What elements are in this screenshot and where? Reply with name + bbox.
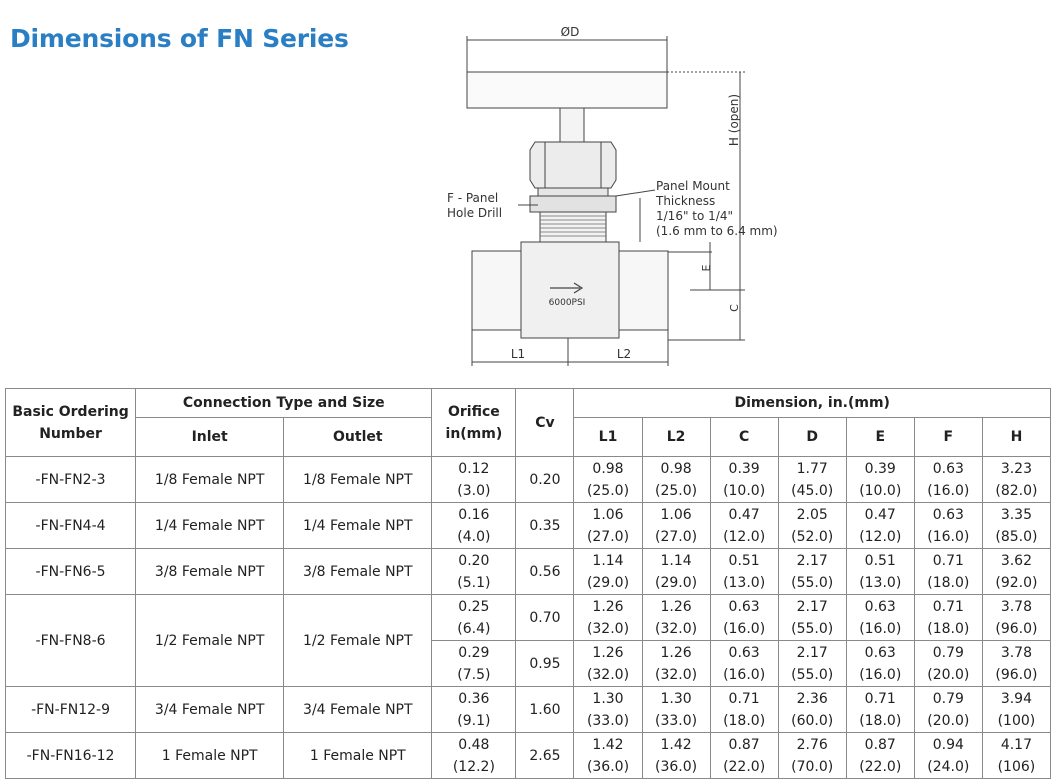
orifice-cell-mm: (9.1) [457, 712, 491, 729]
dim-c-cell-inch: 0.47 [728, 506, 760, 523]
dim-f-cell-inch: 0.79 [932, 690, 964, 707]
dim-d-cell [778, 503, 846, 549]
panel-drill-label-2: Hole Drill [447, 206, 503, 220]
dim-h-cell-mm: (82.0) [995, 482, 1038, 499]
outlet-cell: 1 Female NPT [284, 733, 432, 779]
dim-c-cell [710, 549, 778, 595]
dim-e-cell [846, 733, 914, 779]
outlet-cell: 1/2 Female NPT [284, 595, 432, 687]
inlet-cell: 3/8 Female NPT [136, 549, 284, 595]
dim-c-cell-mm: (22.0) [723, 758, 766, 775]
l2-label: L2 [616, 347, 632, 361]
dim-f-cell-mm: (16.0) [927, 528, 970, 545]
dim-h-cell-mm: (96.0) [995, 666, 1038, 683]
dim-f-cell-mm: (16.0) [927, 482, 970, 499]
orifice-cell-inch: 0.16 [458, 506, 490, 523]
dim-d-cell-mm: (55.0) [791, 666, 834, 683]
dim-e-cell-inch: 0.87 [864, 736, 896, 753]
dim-e-cell-mm: (22.0) [859, 758, 902, 775]
table-row [6, 595, 1051, 641]
dim-e-cell [846, 457, 914, 503]
ordering-number-cell: -FN-FN2-3 [6, 457, 136, 503]
dim-h-cell-inch: 3.23 [1000, 460, 1032, 477]
dim-l2-cell-mm: (25.0) [655, 482, 698, 499]
dim-h-cell-mm: (100) [997, 712, 1036, 729]
dim-e-cell-mm: (13.0) [859, 574, 902, 591]
orifice-cell-mm: (6.4) [457, 620, 491, 637]
dim-d-cell [778, 687, 846, 733]
dim-e-cell [846, 549, 914, 595]
header-basic-ordering-number: Basic Ordering Number [6, 389, 136, 457]
dim-c-cell-inch: 0.87 [728, 736, 760, 753]
dim-c-cell-mm: (13.0) [723, 574, 766, 591]
dim-c-cell-mm: (16.0) [723, 620, 766, 637]
dim-d-cell-inch: 2.36 [796, 690, 828, 707]
dim-l1-cell-inch: 1.30 [592, 690, 624, 707]
dim-l2-cell-inch: 1.14 [660, 552, 692, 569]
dim-e-cell [846, 503, 914, 549]
dim-f-cell-inch: 0.63 [932, 460, 964, 477]
cv-cell: 0.35 [516, 503, 574, 549]
dim-h-cell [982, 733, 1050, 779]
dim-h-cell-inch: 3.62 [1000, 552, 1032, 569]
header-dim-h: H [982, 418, 1050, 457]
dim-l2-cell-mm: (33.0) [655, 712, 698, 729]
dim-l1-cell-mm: (29.0) [586, 574, 630, 591]
orifice-cell [432, 457, 516, 503]
dim-e-cell-inch: 0.51 [864, 552, 896, 569]
orifice-cell-mm: (12.2) [452, 758, 495, 775]
dim-l2-cell [642, 503, 710, 549]
ordering-number-cell: -FN-FN4-4 [6, 503, 136, 549]
dim-l1-cell [574, 503, 642, 549]
dim-d-cell-inch: 2.17 [796, 598, 828, 615]
dim-d-cell-inch: 2.05 [796, 506, 828, 523]
dim-f-cell [914, 595, 982, 641]
dim-e-cell-mm: (12.0) [859, 528, 902, 545]
dim-c-cell-inch: 0.71 [728, 690, 760, 707]
dim-l2-cell [642, 687, 710, 733]
dim-e-cell-inch: 0.63 [864, 598, 896, 615]
dim-d-cell-inch: 2.17 [796, 552, 828, 569]
cv-cell: 0.95 [516, 641, 574, 687]
orifice-cell [432, 641, 516, 687]
dim-h-cell [982, 595, 1050, 641]
dim-f-cell-mm: (24.0) [927, 758, 970, 775]
dim-h-cell [982, 549, 1050, 595]
dim-d-cell-mm: (55.0) [791, 574, 834, 591]
cv-cell: 0.56 [516, 549, 574, 595]
dim-f-cell-inch: 0.71 [932, 598, 964, 615]
header-inlet: Inlet [136, 418, 284, 457]
dim-h-cell-mm: (106) [997, 758, 1036, 775]
dim-c-cell [710, 457, 778, 503]
dim-l1-cell-inch: 1.42 [592, 736, 624, 753]
inlet-cell: 1/8 Female NPT [136, 457, 284, 503]
dim-e-cell-inch: 0.39 [864, 460, 896, 477]
dim-f-cell-inch: 0.63 [932, 506, 964, 523]
orifice-cell-mm: (7.5) [457, 666, 491, 683]
dim-e-cell [846, 687, 914, 733]
outlet-cell: 1/4 Female NPT [284, 503, 432, 549]
dim-e-cell-mm: (10.0) [859, 482, 902, 499]
header-dimension: Dimension, in.(mm) [574, 389, 1051, 418]
outlet-cell: 1/8 Female NPT [284, 457, 432, 503]
dim-e-cell-mm: (16.0) [859, 666, 902, 683]
dim-c-cell-inch: 0.51 [728, 552, 760, 569]
dim-d-cell-mm: (45.0) [791, 482, 834, 499]
header-connection-type: Connection Type and Size [136, 389, 432, 418]
dim-c-cell-mm: (10.0) [723, 482, 766, 499]
dim-l1-cell [574, 641, 642, 687]
dim-l2-cell-inch: 0.98 [660, 460, 692, 477]
dim-l1-cell [574, 687, 642, 733]
dim-l1-cell-mm: (32.0) [586, 666, 630, 683]
orifice-cell-inch: 0.25 [458, 598, 490, 615]
dim-e-cell [846, 595, 914, 641]
dim-l2-cell-mm: (32.0) [655, 666, 698, 683]
e-label: E [700, 264, 713, 272]
inlet-cell: 1/2 Female NPT [136, 595, 284, 687]
panel-drill-label-1: F - Panel [447, 191, 499, 205]
dim-l2-cell-inch: 1.30 [660, 690, 692, 707]
ordering-number-cell: -FN-FN12-9 [6, 687, 136, 733]
h-open-label: H (open) [727, 93, 741, 147]
dim-h-cell [982, 503, 1050, 549]
panel-mount-label-3: 1/16" to 1/4" [656, 209, 733, 223]
dim-d-cell-mm: (60.0) [791, 712, 834, 729]
header-dim-f: F [914, 418, 982, 457]
inlet-cell: 1 Female NPT [136, 733, 284, 779]
dim-l2-cell [642, 641, 710, 687]
dim-l2-cell-mm: (32.0) [655, 620, 698, 637]
dim-e-cell-inch: 0.71 [864, 690, 896, 707]
panel-mount-label-4: (1.6 mm to 6.4 mm) [656, 224, 778, 238]
ordering-number-cell: -FN-FN8-6 [6, 595, 136, 687]
dim-c-cell-mm: (18.0) [723, 712, 766, 729]
dim-l1-cell-inch: 1.14 [592, 552, 624, 569]
dim-d-cell [778, 549, 846, 595]
dim-l2-cell [642, 549, 710, 595]
dim-c-cell-inch: 0.63 [728, 598, 760, 615]
orifice-cell [432, 595, 516, 641]
orifice-cell-mm: (5.1) [457, 574, 491, 591]
dim-l2-cell-inch: 1.26 [660, 598, 692, 615]
dim-h-cell-inch: 3.94 [1000, 690, 1032, 707]
header-dim-d: D [778, 418, 846, 457]
inlet-cell: 1/4 Female NPT [136, 503, 284, 549]
panel-mount-label-2: Thickness [656, 194, 716, 208]
header-dim-c: C [710, 418, 778, 457]
cv-cell: 0.20 [516, 457, 574, 503]
panel-mount-label-1: Panel Mount [656, 179, 730, 193]
l1-label: L1 [510, 347, 526, 361]
header-orifice: Orifice in(mm) [432, 389, 516, 457]
table-row [6, 733, 1051, 779]
dim-c-cell [710, 595, 778, 641]
dim-h-cell-inch: 3.78 [1000, 598, 1032, 615]
dim-f-cell-mm: (20.0) [927, 712, 970, 729]
orifice-cell-inch: 0.48 [458, 736, 490, 753]
dim-d-cell-mm: (52.0) [791, 528, 834, 545]
ordering-number-cell: -FN-FN6-5 [6, 549, 136, 595]
dim-h-cell-inch: 3.78 [1000, 644, 1032, 661]
orifice-cell [432, 503, 516, 549]
dim-l1-cell-mm: (25.0) [586, 482, 630, 499]
orifice-cell-mm: (3.0) [457, 482, 491, 499]
dim-f-cell [914, 549, 982, 595]
dim-e-cell-inch: 0.47 [864, 506, 896, 523]
dim-c-cell [710, 641, 778, 687]
dim-c-cell-inch: 0.39 [728, 460, 760, 477]
dim-f-cell [914, 457, 982, 503]
od-label: ØD [560, 25, 580, 39]
dimensions-table [5, 388, 1051, 779]
header-dim-l1: L1 [574, 418, 642, 457]
dim-l1-cell-inch: 1.26 [592, 644, 624, 661]
dim-h-cell-mm: (85.0) [995, 528, 1038, 545]
orifice-cell [432, 733, 516, 779]
dim-h-cell-mm: (96.0) [995, 620, 1038, 637]
dim-d-cell-mm: (70.0) [791, 758, 834, 775]
page-title: Dimensions of FN Series [10, 24, 349, 53]
dim-d-cell [778, 733, 846, 779]
dim-l2-cell-mm: (36.0) [655, 758, 698, 775]
table-row [6, 549, 1051, 595]
orifice-cell-inch: 0.12 [458, 460, 490, 477]
dim-l1-cell-mm: (33.0) [586, 712, 630, 729]
dim-l2-cell-mm: (27.0) [655, 528, 698, 545]
dim-f-cell-inch: 0.71 [932, 552, 964, 569]
orifice-cell [432, 687, 516, 733]
dim-l1-cell-inch: 1.26 [592, 598, 624, 615]
dim-h-cell [982, 641, 1050, 687]
orifice-cell-inch: 0.29 [458, 644, 490, 661]
dim-f-cell-inch: 0.94 [932, 736, 964, 753]
dim-d-cell-inch: 2.76 [796, 736, 828, 753]
header-cv: Cv [516, 389, 574, 457]
dim-l1-cell [574, 733, 642, 779]
dim-h-cell [982, 457, 1050, 503]
dim-f-cell-mm: (18.0) [927, 574, 970, 591]
outlet-cell: 3/8 Female NPT [284, 549, 432, 595]
dim-d-cell-mm: (55.0) [791, 620, 834, 637]
dim-l1-cell-inch: 1.06 [592, 506, 624, 523]
valve-dimension-drawing [420, 20, 820, 370]
table-row [6, 457, 1051, 503]
dim-f-cell [914, 503, 982, 549]
dim-d-cell [778, 595, 846, 641]
dim-c-cell [710, 503, 778, 549]
dim-l1-cell [574, 549, 642, 595]
orifice-cell-inch: 0.36 [458, 690, 490, 707]
dim-h-cell-mm: (92.0) [995, 574, 1038, 591]
dim-f-cell-mm: (20.0) [927, 666, 970, 683]
dim-h-cell [982, 687, 1050, 733]
dim-c-cell-mm: (16.0) [723, 666, 766, 683]
dim-e-cell [846, 641, 914, 687]
inlet-cell: 3/4 Female NPT [136, 687, 284, 733]
dim-c-cell [710, 733, 778, 779]
dim-l2-cell-inch: 1.42 [660, 736, 692, 753]
dim-f-cell [914, 641, 982, 687]
dim-l1-cell-mm: (32.0) [586, 620, 630, 637]
cv-cell: 0.70 [516, 595, 574, 641]
dim-c-cell-mm: (12.0) [723, 528, 766, 545]
dim-l2-cell-inch: 1.26 [660, 644, 692, 661]
dim-f-cell-mm: (18.0) [927, 620, 970, 637]
table-row [6, 503, 1051, 549]
dim-l2-cell-inch: 1.06 [660, 506, 692, 523]
dim-c-cell-inch: 0.63 [728, 644, 760, 661]
dim-l2-cell [642, 595, 710, 641]
cv-cell: 2.65 [516, 733, 574, 779]
table-row [6, 687, 1051, 733]
dim-l2-cell-mm: (29.0) [655, 574, 698, 591]
dim-d-cell [778, 641, 846, 687]
orifice-cell [432, 549, 516, 595]
dim-d-cell-inch: 2.17 [796, 644, 828, 661]
ordering-number-cell: -FN-FN16-12 [6, 733, 136, 779]
dim-f-cell [914, 733, 982, 779]
c-label: C [728, 304, 741, 312]
dim-e-cell-inch: 0.63 [864, 644, 896, 661]
dim-e-cell-mm: (16.0) [859, 620, 902, 637]
cv-cell: 1.60 [516, 687, 574, 733]
dim-f-cell [914, 687, 982, 733]
dim-f-cell-inch: 0.79 [932, 644, 964, 661]
dim-l1-cell-mm: (27.0) [586, 528, 630, 545]
dim-e-cell-mm: (18.0) [859, 712, 902, 729]
orifice-cell-inch: 0.20 [458, 552, 490, 569]
dim-h-cell-inch: 4.17 [1000, 736, 1032, 753]
dim-l1-cell [574, 595, 642, 641]
dim-c-cell [710, 687, 778, 733]
outlet-cell: 3/4 Female NPT [284, 687, 432, 733]
body-pressure-label: 6000PSI [548, 298, 586, 308]
dim-l2-cell [642, 733, 710, 779]
dim-l2-cell [642, 457, 710, 503]
dim-l1-cell-mm: (36.0) [586, 758, 630, 775]
dim-d-cell-inch: 1.77 [796, 460, 828, 477]
header-dim-l2: L2 [642, 418, 710, 457]
header-outlet: Outlet [284, 418, 432, 457]
dim-l1-cell-inch: 0.98 [592, 460, 624, 477]
dim-l1-cell [574, 457, 642, 503]
orifice-cell-mm: (4.0) [457, 528, 491, 545]
dim-d-cell [778, 457, 846, 503]
dim-h-cell-inch: 3.35 [1000, 506, 1032, 523]
header-dim-e: E [846, 418, 914, 457]
